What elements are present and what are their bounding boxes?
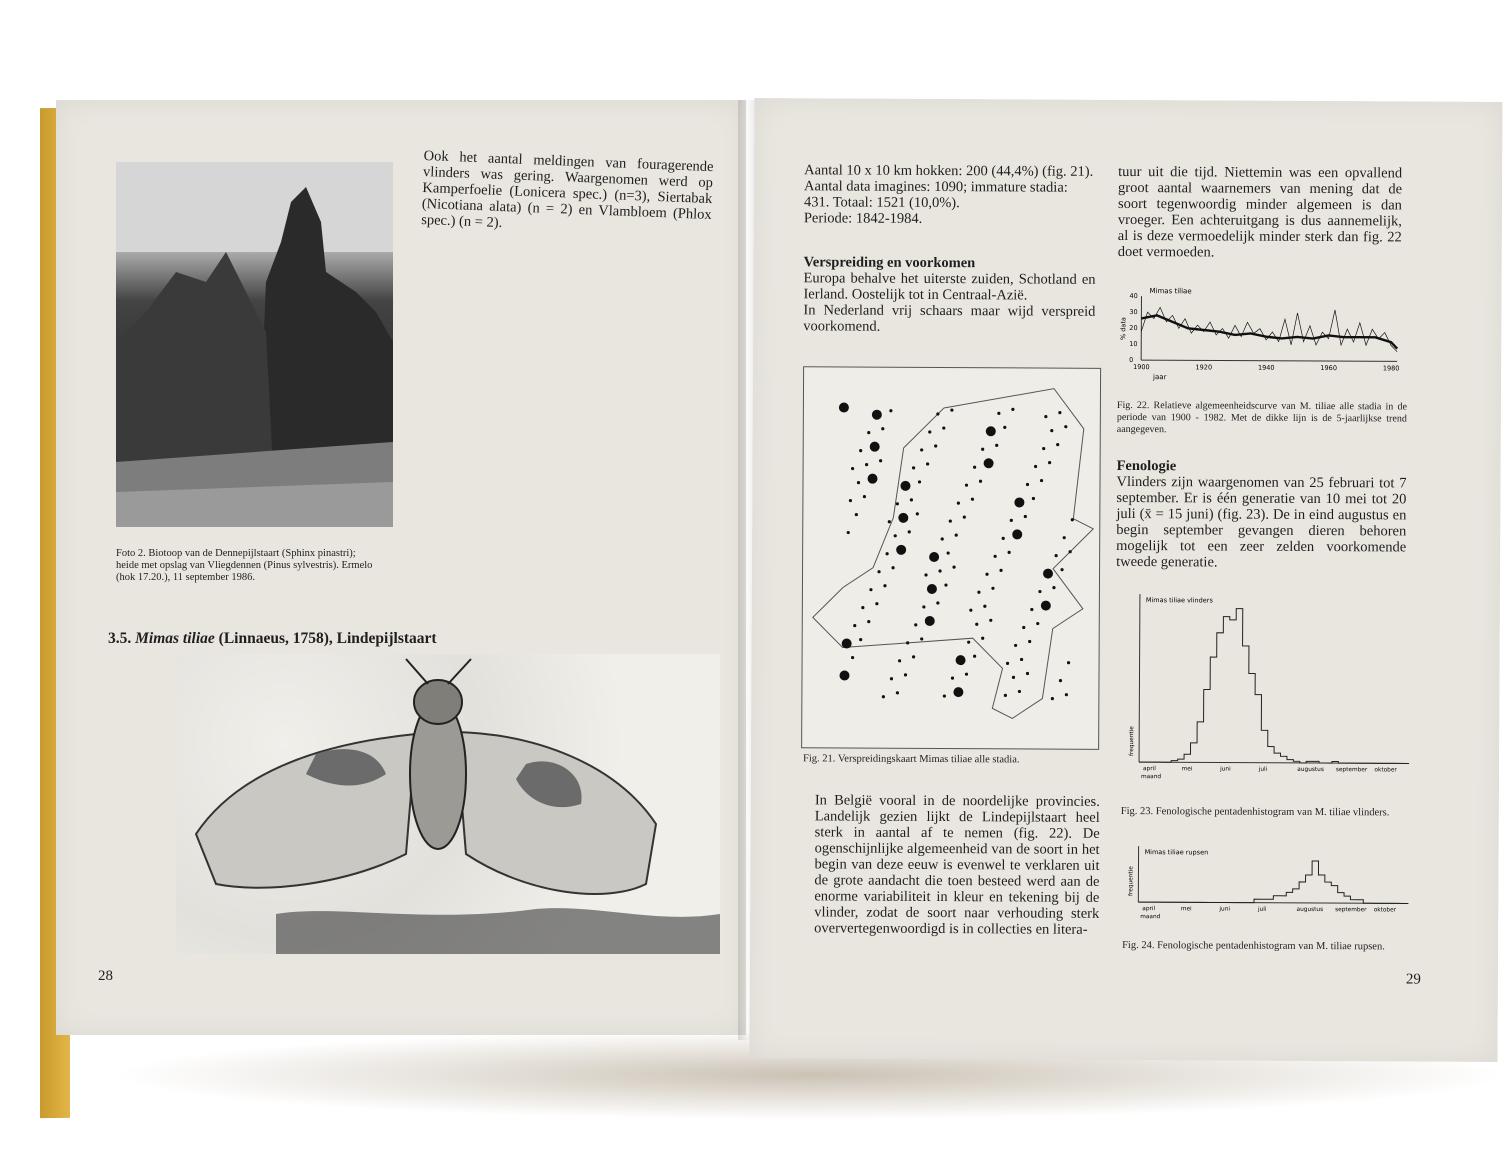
photo-caption-line-2: heide met opslag van Vliegdennen (Pinus sylvestris). Ermelo (116, 560, 373, 571)
fig24-caption: Fig. 24. Fenologische pentadenhistogram van M. tiliae rupsen. (1122, 939, 1385, 953)
fenologie-section (1116, 458, 1407, 572)
map-dot (853, 624, 856, 627)
map-dot (839, 671, 849, 681)
y-tick-label: 20 (1129, 324, 1138, 333)
section-number: 3.5. (108, 630, 132, 647)
x-tick-label: september (1335, 907, 1367, 914)
map-dot (949, 519, 952, 522)
map-dot (999, 569, 1002, 572)
map-dot (975, 623, 978, 626)
histogram-bars (1138, 860, 1408, 903)
pine-trees-illustration (116, 162, 393, 527)
photo-caption-line-1: Foto 2. Biotoop van de Dennepijlstaart (Sphinx pinastri); (116, 548, 356, 559)
fig23-caption: Fig. 23. Fenologische pentadenhistogram van M. tiliae vlinders. (1120, 805, 1390, 819)
map-dot (875, 602, 878, 605)
map-dot (1038, 590, 1041, 593)
y-axis-label: frequentie (1128, 866, 1135, 897)
x-tick-label: 1940 (1257, 363, 1275, 372)
map-dot (870, 442, 880, 452)
section-rest: (Linnaeus, 1758), Lindepijlstaart (218, 630, 437, 647)
map-dot (938, 569, 941, 572)
map-dot (991, 587, 994, 590)
map-dot (941, 537, 944, 540)
x-axis (1141, 360, 1397, 361)
map-dot (896, 545, 906, 555)
histogram-bars (1139, 608, 1410, 763)
x-tick-label: juli (1258, 766, 1268, 773)
map-dot (890, 677, 893, 680)
map-dot (973, 466, 976, 469)
map-dot (943, 694, 946, 697)
map-dot (868, 474, 878, 484)
photo-caption-line-3: (hok 17.20.), 11 september 1986. (116, 572, 256, 583)
x-tick-label: 1960 (1320, 364, 1337, 373)
map-dot (861, 606, 864, 609)
map-dot (867, 431, 870, 434)
map-dot (1028, 640, 1031, 643)
map-dot (900, 481, 910, 491)
fenologie-heading: Fenologie (1116, 457, 1177, 475)
map-dot (929, 552, 939, 562)
map-dot (916, 512, 919, 515)
map-dot (973, 655, 976, 658)
map-dot (952, 565, 955, 568)
map-dot (1042, 447, 1045, 450)
left-page (56, 100, 746, 1035)
map-dot (1014, 497, 1024, 507)
map-dot (1008, 551, 1011, 554)
map-dot (928, 430, 931, 433)
map-dot (1012, 529, 1022, 539)
verspreiding-heading: Verspreiding en voorkomen (803, 254, 976, 272)
map-dot (924, 573, 927, 576)
map-dot (1040, 479, 1043, 482)
map-dot (1055, 554, 1058, 557)
fig24-histogram (1114, 842, 1414, 924)
map-dot (1071, 518, 1074, 521)
map-dot (889, 409, 892, 412)
chart-title: Mimas tiliae vlinders (1145, 596, 1213, 605)
map-dot (1065, 693, 1068, 696)
fig21-caption: Fig. 21. Verspreidingskaart Mimas tiliae alle stadia. (803, 753, 1020, 766)
x-tick-label: 1900 (1133, 363, 1150, 372)
x-tick-label: mei (1181, 766, 1193, 773)
map-dot (1063, 536, 1066, 539)
map-dot (984, 458, 994, 468)
map-dot (839, 402, 849, 412)
map-dot (894, 534, 897, 537)
map-dot (995, 444, 998, 447)
map-dot (951, 676, 954, 679)
map-dot (914, 623, 917, 626)
map-dot (1048, 461, 1051, 464)
map-dot (1034, 465, 1037, 468)
map-dot (1069, 550, 1072, 553)
map-dot (969, 609, 972, 612)
map-dot (953, 687, 963, 697)
y-axis-label: % data (1119, 317, 1128, 341)
map-dot (888, 520, 891, 523)
chart-title: Mimas tiliae rupsen (1144, 848, 1209, 857)
map-dot (1026, 483, 1029, 486)
map-dot (1050, 429, 1053, 432)
netherlands-distribution-map (802, 367, 1100, 749)
map-dot (967, 641, 970, 644)
stats-line-1: Aantal 10 x 10 km hokken: 200 (44,4%) (fig. 21). (804, 162, 1094, 180)
belgie-paragraph: In België vooral in de noordelijke provincies. Landelijk gezien lijkt de Lindepijlstaart heel sterk in aantal af te nemen (fig. 22). De ogenschijnlijke algemeenheid van de soort in het begin van deze eeuw is evenwel te verklaren uit de grote aandacht die toen besteed werd aan de enorme variabiliteit in kleur en tekening bij de vlinder, zodat de soort naar verhouding sterk oververtegenwoordigd is in collecties en litera- (814, 792, 1100, 938)
map-dot (971, 498, 974, 501)
x-tick-label: september (1335, 767, 1368, 774)
map-dot (912, 655, 915, 658)
map-dot (986, 426, 996, 436)
map-dot (926, 462, 929, 465)
intro-paragraph: Ook het aantal meldingen van fouragerende vlinders was gering. Waargenomen werd op Kamperfoelie (Lonicera spec.) (n=3), Siertabak (Nicotiana alata) (n = 2) en Vlambloem (Phlox spec.) (n = 2). (420, 148, 714, 232)
map-dot (851, 467, 854, 470)
map-dot (1012, 676, 1015, 679)
distribution-map-frame (801, 366, 1101, 750)
map-dot (863, 495, 866, 498)
x-tick-label: mei (1180, 906, 1192, 913)
biotope-photo (116, 162, 393, 527)
map-dot (1058, 411, 1061, 414)
map-dot (1020, 658, 1023, 661)
map-dot (950, 408, 953, 411)
verspreiding-text-1: Europa behalve het uiterste zuiden, Schotland en Ierland. Oostelijk tot in Centraal-Azië. (803, 270, 1096, 304)
x-tick-label: oktober (1373, 907, 1397, 914)
map-dot (882, 695, 885, 698)
map-dot (955, 534, 958, 537)
map-dot (867, 620, 870, 623)
chart-title: Mimas tiliae (1149, 287, 1192, 296)
map-dot (842, 639, 852, 649)
map-dot (1059, 679, 1062, 682)
map-dot (934, 444, 937, 447)
x-axis-label: jaar (1153, 373, 1167, 382)
moth-drawing (176, 654, 720, 954)
map-dot (947, 551, 950, 554)
map-dot (922, 605, 925, 608)
map-dot (1043, 569, 1053, 579)
x-tick-label: 1980 (1382, 364, 1400, 373)
map-dot (1004, 694, 1007, 697)
fig22-caption: Fig. 22. Relatieve algemeenheidscurve van M. tiliae alle stadia in de periode van 1900 - 1982. Met de dikke lijn is de 5-jaarlijkse trend aangegeven. (1116, 399, 1407, 436)
distribution-dots (837, 402, 1074, 700)
left-page-number: 28 (98, 968, 113, 984)
map-dot (857, 481, 860, 484)
map-dot (912, 466, 915, 469)
x-tick-label: juni (1219, 906, 1231, 913)
map-dot (904, 673, 907, 676)
map-dot (883, 584, 886, 587)
x-tick-label: augustus (1297, 766, 1324, 774)
y-tick-label: 10 (1129, 340, 1138, 349)
y-tick-label: 40 (1129, 292, 1138, 301)
map-dot (942, 426, 945, 429)
col2-top-paragraph: tuur uit die tijd. Niettemin was een opvallend groot aantal waarnemers van mening dat de soort tegenwoordig minder algemeen is dan vroeger. Een achteruitgang is dus aannemelijk, al is deze vermoedelijk minder sterk dan fig. 22 doet vermoeden. (1117, 163, 1403, 261)
fig22-chart (1121, 282, 1406, 383)
right-page (749, 98, 1502, 1062)
map-dot (1052, 586, 1055, 589)
map-dot (881, 427, 884, 430)
x-tick-label: juni (1220, 766, 1231, 773)
map-dot (877, 570, 880, 573)
map-dot (985, 573, 988, 576)
map-dot (1026, 672, 1029, 675)
y-axis-label: frequentie (1129, 726, 1136, 757)
map-dot (920, 637, 923, 640)
map-dot (936, 601, 939, 604)
stats-block (804, 162, 1096, 228)
x-tick-label: oktober (1374, 767, 1397, 774)
map-dot (1011, 408, 1014, 411)
stats-line-2: Aantal data imagines: 1090; immature stadia: (804, 178, 1068, 196)
map-dot (1067, 661, 1070, 664)
map-dot (847, 531, 850, 534)
map-dot (851, 656, 854, 659)
map-dot (1051, 697, 1054, 700)
x-tick-label: april (1142, 906, 1156, 913)
map-dot (944, 583, 947, 586)
y-axis (1139, 594, 1140, 762)
map-dot (896, 691, 899, 694)
section-heading (108, 630, 708, 648)
fenologie-text: Vlinders zijn waargenomen van 25 februari tot 7 september. Er is één generatie van 10 mei tot 20 juli (x̄ = 15 juni) (fig. 23). De in eind augustus en begin september gevangen dieren behoren mogelijk tot een zeer zelden voorkomende tweede generatie. (1116, 473, 1407, 571)
map-dot (927, 584, 937, 594)
map-dot (1006, 662, 1009, 665)
map-dot (910, 498, 913, 501)
map-dot (1060, 568, 1063, 571)
series-line-trend (1141, 315, 1397, 348)
map-dot (989, 619, 992, 622)
map-dot (936, 412, 939, 415)
map-dot (994, 555, 997, 558)
verspreiding-text-2: In Nederland vrij schaars maar wijd verspreid voorkomend. (803, 302, 1096, 335)
map-dot (865, 463, 868, 466)
map-dot (963, 516, 966, 519)
map-dot (859, 638, 862, 641)
moth-illustration (176, 654, 720, 954)
fig24-chart (1114, 842, 1414, 924)
x-axis-label: maand (1140, 774, 1162, 781)
map-dot (1018, 690, 1021, 693)
map-dot (1032, 497, 1035, 500)
map-dot (977, 591, 980, 594)
map-dot (859, 449, 862, 452)
map-dot (898, 513, 908, 523)
x-tick-label: 1920 (1195, 363, 1213, 372)
map-dot (879, 459, 882, 462)
map-dot (925, 616, 935, 626)
map-dot (1036, 622, 1039, 625)
map-dot (1003, 426, 1006, 429)
map-dot (1064, 425, 1067, 428)
map-dot (965, 484, 968, 487)
map-dot (981, 448, 984, 451)
map-dot (855, 513, 858, 516)
map-dot (891, 566, 894, 569)
map-dot (849, 499, 852, 502)
stats-line-3: 431. Totaal: 1521 (10,0%). (803, 194, 960, 212)
map-dot (983, 605, 986, 608)
map-dot (1014, 644, 1017, 647)
map-dot (1030, 608, 1033, 611)
map-dot (1002, 537, 1005, 540)
map-dot (920, 448, 923, 451)
map-dot (965, 673, 968, 676)
map-dot (896, 502, 899, 505)
x-tick-label: april (1142, 766, 1156, 773)
fig23-histogram (1115, 586, 1416, 784)
map-dot (1041, 601, 1051, 611)
x-tick-label: juli (1257, 906, 1267, 913)
map-dot (906, 641, 909, 644)
map-dot (956, 655, 966, 665)
map-dot (1056, 443, 1059, 446)
verspreiding-section (803, 254, 1095, 336)
photo-caption (116, 548, 398, 584)
map-dot (872, 410, 882, 420)
fig22-line-chart (1121, 282, 1406, 383)
map-dot (886, 552, 889, 555)
section-species: Mimas tiliae (135, 630, 215, 647)
map-dot (957, 502, 960, 505)
map-dot (981, 637, 984, 640)
map-dot (918, 480, 921, 483)
y-tick-label: 30 (1129, 308, 1138, 317)
y-tick-label: 0 (1129, 356, 1134, 365)
map-dot (869, 588, 872, 591)
fig23-chart (1115, 586, 1416, 784)
map-dot (997, 412, 1000, 415)
map-dot (1022, 626, 1025, 629)
stats-line-4: Periode: 1842-1984. (803, 210, 923, 227)
map-dot (898, 659, 901, 662)
map-dot (908, 530, 911, 533)
right-page-number: 29 (1405, 971, 1421, 988)
x-axis-label: maand (1140, 914, 1161, 921)
map-dot (1024, 515, 1027, 518)
series-line-raw (1141, 307, 1397, 352)
map-dot (1010, 519, 1013, 522)
x-tick-label: augustus (1296, 906, 1324, 914)
map-dot (979, 480, 982, 483)
map-dot (1044, 415, 1047, 418)
